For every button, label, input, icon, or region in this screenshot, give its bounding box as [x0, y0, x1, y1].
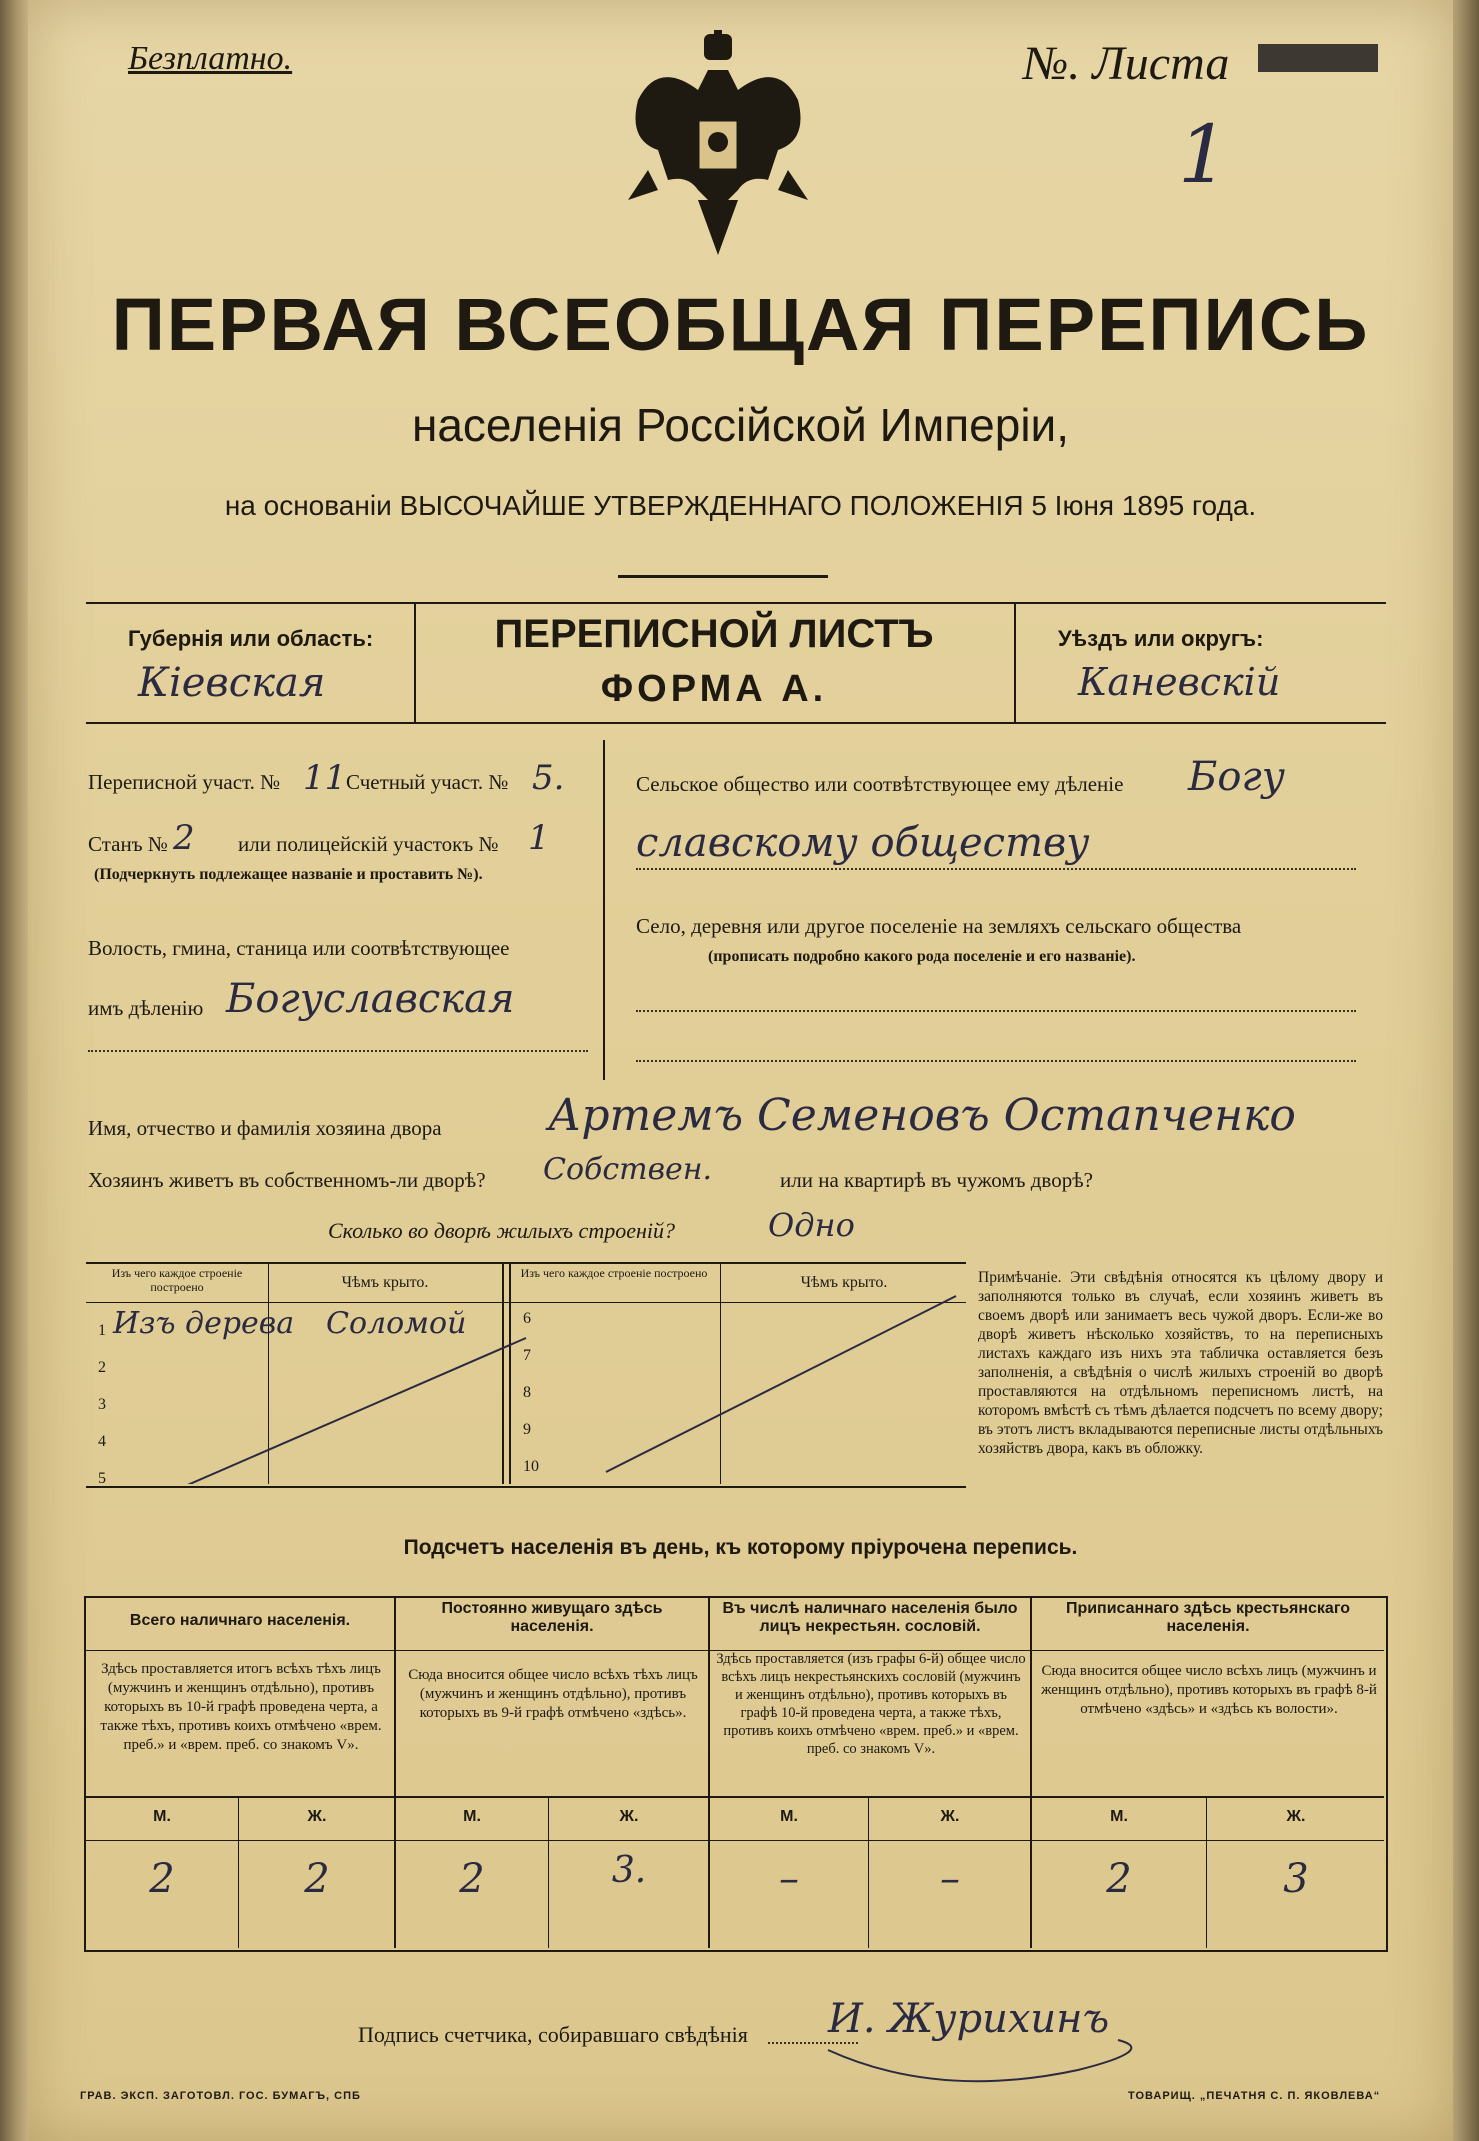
village-label: Село, деревня или другое поселеніе на земляхъ сельскаго общества — [636, 914, 1242, 938]
volost-label: Волость, гмина, станица или соотвѣтствующее — [88, 936, 510, 960]
sheet-number-stamp — [1258, 44, 1378, 72]
count-col2-m-label: М. — [463, 1808, 481, 1825]
owner-name-label: Имя, отчество и фамилія хозяина двора — [88, 1116, 442, 1140]
buildings-col-material-2: Изъ чего каждое строеніе построено — [520, 1266, 708, 1280]
police-district-label: или полицейскій участокъ № — [238, 832, 499, 856]
middle-divider — [603, 740, 605, 1080]
row-number: 5 — [98, 1470, 106, 1487]
count-col1-m-label: М. — [153, 1808, 171, 1825]
buildings-col-roof-2: Чѣмъ крыто. — [800, 1274, 888, 1291]
paper-edge-left — [0, 0, 28, 2141]
subtitle: населенія Россійской Имперіи, — [411, 399, 1070, 451]
form-head-divider-right — [1014, 602, 1016, 722]
underline-note: (Подчеркнуть подлежащее названіе и проставить №). — [94, 866, 483, 883]
count-col3-title: Въ числѣ наличнаго населенія было лицъ некрестьян. сословій. — [722, 1600, 1018, 1635]
count-col3-m-label: М. — [780, 1808, 798, 1825]
count-col1-m-value: 2 — [149, 1856, 175, 1902]
count-col4-desc: Сюда вносится общее число всѣхъ лицъ (мужчинъ и женщинъ отдѣльно), противъ которыхъ въ графѣ 8-й отмѣчено «здѣсь» и «здѣсь къ волости». — [1041, 1663, 1377, 1717]
count-col4-m-value: 2 — [1106, 1856, 1132, 1902]
gubernia-value: Кіевская — [138, 660, 326, 706]
stan-label: Станъ № — [88, 832, 168, 856]
count-col4-f-label: Ж. — [1286, 1808, 1306, 1825]
row-number: 10 — [523, 1458, 539, 1475]
uezd-value: Каневскій — [1078, 660, 1281, 704]
count-district-value: 5. — [532, 758, 565, 798]
row1-material: Изъ дерева — [113, 1306, 295, 1341]
count-col1-f-label: Ж. — [307, 1808, 327, 1825]
buildings-col-roof: Чѣмъ крыто. — [341, 1274, 429, 1291]
row1-roof: Соломой — [326, 1306, 467, 1341]
count-col2-f-value: 3. — [611, 1850, 647, 1891]
row-number: 9 — [523, 1421, 531, 1438]
own-yard-label: Хозяинъ живетъ въ собственномъ-ли дворѣ? — [88, 1168, 486, 1192]
census-sheet — [28, 0, 1453, 2141]
count-col3-desc: Здѣсь проставляется (изъ графы 6-й) общее число всѣхъ лицъ некрестьянскихъ сословій (мужчинъ и женщинъ отдѣльно), противъ которыхъ въ графѣ 10-й проведена черта, а также тѣхъ, противъ коихъ отмѣчено «врем. преб.» и «врем. преб. со знакомъ V». — [716, 1651, 1026, 1757]
free-label: Безплатно. — [128, 40, 293, 77]
buildings-count-value: Одно — [768, 1206, 855, 1244]
census-district-value: 11 — [303, 758, 347, 798]
count-heading: Подсчетъ населенія въ день, къ которому пріурочена перепись. — [403, 1536, 1078, 1559]
count-mf-divider-1 — [238, 1796, 239, 1948]
count-desc-rule — [84, 1796, 1384, 1798]
count-col2-m-value: 2 — [459, 1856, 485, 1902]
society-value-1: Богу — [1188, 754, 1285, 800]
printer-right: ТОВАРИЩ. „ПЕЧАТНЯ С. П. ЯКОВЛЕВА“ — [1128, 2090, 1381, 2102]
rented-yard-label: или на квартирѣ въ чужомъ дворѣ? — [780, 1168, 1093, 1192]
row-number: 3 — [98, 1396, 106, 1413]
printer-left: ГРАВ. ЭКСП. ЗАГОТОВЛ. ГОС. БУМАГЪ, СПБ — [80, 2090, 361, 2102]
form-head-bottom-rule — [86, 722, 1386, 724]
volost-label-2: имъ дѣленію — [88, 996, 204, 1020]
count-col3-m-value: – — [779, 1856, 799, 1902]
count-col1-title: Всего наличнаго населенія. — [129, 1612, 351, 1629]
enumerator-signature: И. Журихинъ — [828, 1996, 1110, 2042]
signature-flourish — [818, 2030, 1178, 2090]
count-col1-desc: Здѣсь проставляется итогъ всѣхъ тѣхъ лицъ (мужчинъ и женщинъ отдѣльно), противъ которыхъ въ 10-й графѣ проведена черта, а также тѣхъ, противъ коихъ отмѣчено «врем. преб.» и «врем. преб. со знакомъ V». — [100, 1661, 382, 1753]
row-number: 2 — [98, 1359, 106, 1376]
row-number: 7 — [523, 1347, 531, 1364]
row-number: 6 — [523, 1310, 531, 1327]
society-line — [636, 868, 1356, 870]
sheet-number-handwritten: 1 — [1178, 108, 1229, 201]
owner-name-value: Артемъ Семеновъ Остапченко — [548, 1090, 1296, 1141]
count-col2-f-label: Ж. — [619, 1808, 639, 1825]
ornament-divider — [618, 575, 828, 578]
own-yard-value: Собствен. — [543, 1152, 713, 1187]
row-number: 8 — [523, 1384, 531, 1401]
society-label: Сельское общество или соотвѣтствующее ему дѣленіе — [636, 772, 1124, 796]
form-head-top-rule — [86, 602, 1386, 604]
remark-text: Примѣчаніе. Эти свѣдѣнія относятся къ цѣлому двору и заполняются только въ случаѣ, если хозяинъ живетъ въ своемъ дворѣ или занимаетъ весь чужой дворъ. Если-же во дворѣ живетъ нѣсколько хозяйствъ, то на переписныхъ листахъ каждаго изъ нихъ эта табличка оставляется безъ заполненія, а свѣдѣнія о числѣ жилыхъ строеній во дворѣ проставляются на отдѣльномъ переписномъ листѣ, на которомъ вмѣстѣ съ тѣмъ дѣлается подсчетъ по всему двору; въ этотъ листъ вкладываются переписные листы отдѣльныхъ хозяйствъ двора, какъ въ обложку. — [978, 1269, 1383, 1457]
society-value-2: славскому обществу — [636, 820, 1090, 866]
count-mf-rule — [84, 1840, 1384, 1841]
legal-basis: на основаніи ВЫСОЧАЙШЕ УТВЕРЖДЕННАГО ПОЛОЖЕНІЯ 5 Іюня 1895 года. — [224, 490, 1257, 521]
buildings-count-label: Сколько во дворѣ жилыхъ строеній? — [328, 1218, 675, 1243]
count-col3-f-label: Ж. — [940, 1808, 960, 1825]
main-title: ПЕРВАЯ ВСЕОБЩАЯ ПЕРЕПИСЬ — [111, 283, 1370, 366]
count-col2-title: Постоянно живущаго здѣсь населенія. — [441, 1600, 663, 1635]
stan-value: 2 — [173, 818, 195, 858]
village-line-2 — [636, 1060, 1356, 1062]
police-district-value: 1 — [528, 818, 550, 858]
count-col4-m-label: М. — [1110, 1808, 1128, 1825]
census-district-label: Переписной участ. № — [88, 770, 281, 794]
volost-blank-line — [88, 1050, 588, 1052]
buildings-col-material: Изъ чего каждое строеніе построено — [111, 1266, 243, 1294]
count-mf-divider-2 — [548, 1796, 549, 1948]
count-mf-divider-3 — [868, 1796, 869, 1948]
count-col2-desc: Сюда вносится общее число всѣхъ тѣхъ лицъ (мужчинъ и женщинъ отдѣльно), противъ которыхъ въ 9-й графѣ отмѣчено «здѣсь». — [408, 1667, 698, 1721]
form-title: ПЕРЕПИСНОЙ ЛИСТЪ — [494, 612, 934, 656]
row-number: 1 — [98, 1322, 106, 1339]
signature-label: Подпись счетчика, собиравшаго свѣдѣнія — [358, 2022, 748, 2047]
gubernia-label: Губернія или область: — [128, 626, 374, 651]
paper-edge-right — [1453, 0, 1479, 2141]
volost-value: Богуславская — [226, 976, 515, 1022]
count-mf-divider-4 — [1206, 1796, 1207, 1948]
count-col4-title: Приписаннаго здѣсь крестьянскаго населенія. — [1065, 1600, 1351, 1635]
count-col4-f-value: 3 — [1283, 1856, 1309, 1902]
imperial-eagle-emblem — [618, 30, 818, 260]
village-line-1 — [636, 1010, 1356, 1012]
sheet-number-label: №. Листа — [1023, 37, 1230, 90]
form-subtitle: ФОРМА А. — [600, 668, 828, 710]
count-col3-f-value: – — [940, 1856, 960, 1902]
count-col1-f-value: 2 — [304, 1856, 330, 1902]
count-district-label: Счетный участ. № — [346, 770, 509, 794]
village-note: (прописать подробно какого рода поселеніе и его названіе). — [708, 948, 1136, 965]
strike-through-lines — [86, 1262, 966, 1484]
row-number: 4 — [98, 1433, 106, 1450]
uezd-label: Уѣздъ или округъ: — [1058, 626, 1264, 651]
